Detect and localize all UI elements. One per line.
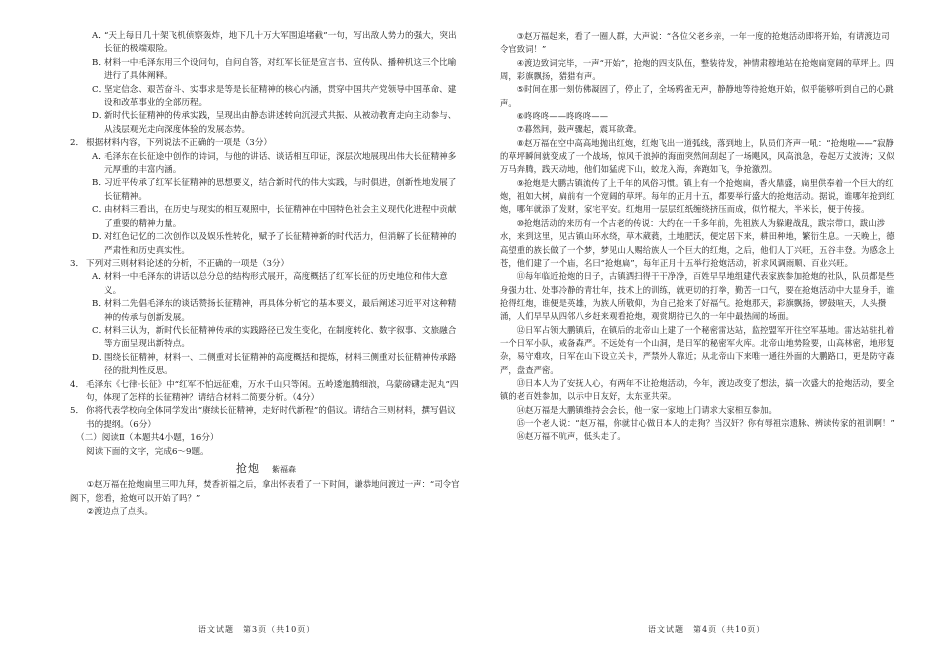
q1-option-d: D． 新时代长征精神的传承实践，呈现出由静态讲述转向沉浸式共振、从被动教育走向主动参与、从浅层观光走向深度体验的发展态势。: [92, 111, 457, 135]
question-5: 5． 你将代表学校向全体同学发出“赓续长征精神，走好时代新程”的倡议。请结合三则材料，撰写倡议书的提纲。（6分）: [70, 406, 456, 430]
story-paragraph: ③赵万福起来，看了一圈人群，大声说：“各位父老乡亲，一年一度的抢炮活动即将开始，有请渡边司令官致词！”: [500, 31, 890, 55]
story-paragraph: ⑧赵万福在空中高高地抛出红炮，红炮飞出一道弧线，落到地上，队员们齐声一吼：“抢炮啦——”寂静的草坪瞬间就变成了一个战场，惊风千浪掉的海面突然间刮起了一场飓风，风高浪急，卷起万丈波涛；又似万马奔腾，践天动地，他们如猛虎下山，蛟龙入海，奔跑如飞，争抢激烈。: [500, 137, 895, 175]
story-paragraph: ⑬日本人为了安抚人心，有两年不让抢炮活动，今年，渡边改变了想法，搞一次盛大的抢炮活动，要全镇的老百姓参加，以示中日友好，太东亚共荣。: [500, 377, 895, 402]
page-footer-right: 语文试题 第4页（共10页）: [648, 625, 766, 634]
q2-option-a: A． 毛泽东在长征途中创作的诗词，与他的讲话、谈话相互印证，深层次地展现出伟大长征精神多元厚重的丰富内涵。: [92, 151, 457, 176]
q3-option-a: A． 材料一中毛泽东的讲话以总分总的结构形式展开，高度概括了红军长征的历史地位和伟大意义。: [92, 272, 448, 296]
page-divider: [478, 20, 479, 630]
story-paragraph: ⑯赵万福不吭声，低头走了。: [516, 431, 626, 442]
section-intro: 阅读下面的文字，完成6～9题。: [86, 446, 209, 457]
question-2-stem: 根据材料内容，下列说法不正确的一项是（3分）: [86, 138, 272, 149]
left-page: [70, 30, 462, 519]
story-paragraph: ⑫日军占领大鹏镇后，在镇后的北帝山上建了一个秘密雷达站，监控盟军开往空军基地。雷达站驻扎着一个日军小队，戒备森严。不远处有一个山洞，是日军的秘密军火库。北帝山地势险要，山高林密，地形复杂，易守难攻，日军在山下设立关卡，严禁外人靠近；从北帝山下来唯一通往外面的大鹏路口，更是防守森严，盘查严密。: [500, 324, 895, 375]
story-author: 紫福森: [272, 465, 296, 474]
story-paragraph: ⑪每年临近抢炮的日子，古镇洒扫得干干净净，百姓早早地组建代表家族参加抢炮的社队，队员都是些身强力壮、处事冷静的青壮年，技术上的训练，就更切的打拳，勤苦一口气，要在抢炮活动中大显身手，谁抢得红炮，谁便是英雄，为族人所敬仰，为自己抢来了好福气。抢炮那天，彩旗飘扬，锣鼓喧天，人头攒涌，人们早早从四邻八乡赶来观看抢炮，观赏期待已久的一年中最热闹的场面。: [500, 271, 895, 322]
story-title: 抢炮: [236, 462, 260, 475]
section-heading: （二）阅读Ⅱ（本题共4小题，16分）: [76, 433, 219, 444]
story-paragraph: ⑩抢炮活动的来历有一个古老的传说：大约在一千多年前，先祖族人为躲避战乱，跋宗带口，跋山涉水，来到这里，见古镇山环水绕，草木葳蕤，土地肥沃，便定居下来，耕田种地，繁衍生息。一天晚上，德高望重的族长做了一个梦，梦见山人赐给族人一个巨大的红炮，之后，他们人丁兴旺，五谷丰登。为感念上苍，他们建了一个庙，名曰“抢炮扁”，每年正月十五举行抢炮活动，祈求风调雨顺、百业兴旺。: [500, 217, 895, 268]
question-2: 2． 根据材料内容，下列说法不正确的一项是（3分）: [70, 138, 272, 149]
q1-option-c: C． 坚定信念、艰苦奋斗、实事求是等是长征精神的核心内涵，贯穿中国共产党领导中国革命、建设和改革事业的全部历程。: [92, 84, 457, 109]
q2-option-c: C． 由材料三看出，在历史与现实的相互观照中，长征精神在中国特色社会主义现代化进程中贡献了重要的精神力量。: [92, 205, 457, 229]
q3-option-b: B． 材料二先倡毛泽东的谈话赞扬长征精神，再具体分析它的基本要义，最后阐述习近平对这种精神的传承与创新发展。: [92, 299, 457, 323]
question-3-stem: 下列对三则材料论述的分析，不正确的一项是（3分）: [86, 258, 290, 269]
story-paragraph: ⑨抢炮是大鹏古镇流传了上千年的风俗习惯。镇上有一个抢炮扁，香火鼎盛，扁里供奉着一个巨大的红炮，祖如大树，扁前有一个宽阔的草坪。每年的正月十五，都要举行盛大的抢炮活动。据说，谁哪年抢到红炮，哪年就添了发财，家宅平安。红炮用一层层红纸缠绕挤压而成，似竹棍大，半米长，便于传接。: [500, 177, 895, 215]
story-paragraph: ①赵万福在抢炮扁里三叩九拜，焚香祈福之后，拿出怀表看了一下时间，谦恭地问渡过一声：“司令官阁下，您看，抢炮可以开始了吗？”: [70, 479, 460, 503]
story-paragraph: ②渡边点了点头。: [86, 506, 153, 517]
q1-option-b: B． 材料一中毛泽东用三个设问句，自问自答，对红军长征是宣言书、宣传队、播种机这三个比喻进行了具体阐释。: [92, 57, 457, 82]
q2-option-d: D． 对红色记忆的二次创作以及娱乐性转化，赋予了长征精神新的时代活力，但消解了长征精神的严肃性和历史真实性。: [92, 232, 457, 256]
story-title-row: [70, 462, 462, 477]
page-footer-left: 语文试题 第3页（共10页）: [198, 625, 316, 634]
story-paragraph: ⑮一个老人说：“赵万福，你就甘心做日本人的走狗？当汉奸？你有辱祖宗遗脉、辨读传家的祖训啊！”: [516, 417, 895, 428]
q1-options: [70, 30, 462, 137]
story-paragraph: ⑤时间在那一刻仿佛凝固了，停止了，全场鸦雀无声，静静地等待抢炮开始，似乎能够听到自己的心跳声。: [500, 84, 894, 108]
story-paragraph: ⑦暮然间，鼓声骤起，震耳欲聋。: [516, 124, 642, 135]
story-paragraph: ⑥咚咚咚——咚咚咚——: [516, 111, 609, 122]
q3-option-d: D． 围绕长征精神，材料一、二侧重对长征精神的高度概括和提炼，材料三侧重对长征精神传承路径的批判性反思。: [92, 352, 457, 377]
q2-option-b: B． 习近平传承了红军长征精神的思想要义，结合新时代的伟大实践，与时俱进，创新性地发展了长征精神。: [92, 178, 457, 202]
story-paragraph: ⑭赵万福是大鹏镇维持会会长，他一家一家地上门请求大家相互参加。: [516, 404, 777, 415]
q1-option-a: A． “天上每日几十架飞机侦察轰炸，地下几十万大军围追堵截”一句，写出敌人势力的强大，突出长征的极端艰险。: [92, 31, 457, 55]
q3-option-c: C． 材料三认为，新时代长征精神传承的实践路径已发生变化，在制度转化、数字叙事、文旅融合等方面呈现出新特点。: [92, 325, 457, 350]
story-paragraph: ④渡边致词完毕，一声“开始”，抢炮的四支队伍，整装待发，神情肃穆地站在抢炮扁宽阔的草坪上。四周，彩旗飘扬，猎猎有声。: [500, 57, 894, 82]
question-3: 3． 下列对三则材料论述的分析，不正确的一项是（3分）: [70, 258, 290, 269]
story-body-left: [70, 478, 462, 518]
right-page: [500, 30, 896, 444]
question-4: 4． 毛泽东《七律·长征》中“红军不怕远征难，万水千山只等闲。五岭逶迤腾细浪，乌蒙磅礴走泥丸”四句，体现了怎样的长征精神？请结合材料二简要分析。（4分）: [70, 379, 459, 403]
